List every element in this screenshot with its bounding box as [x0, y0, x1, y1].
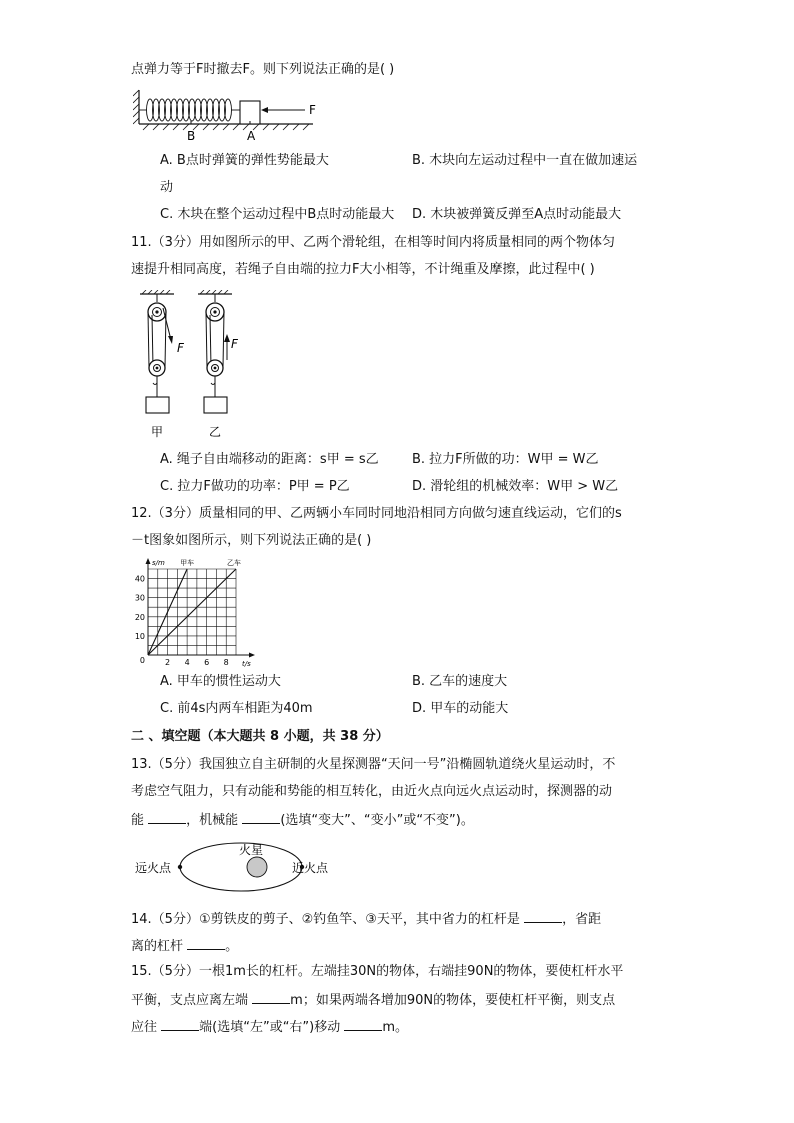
q14-stem-line1 — [131, 910, 601, 928]
y-tick-label: 40 — [134, 574, 145, 584]
q13-text-a: 能 — [131, 813, 145, 828]
q14-text-c: 离的杠杆 — [131, 939, 184, 954]
q11-pulley-figure — [134, 290, 244, 442]
q12-option-c[interactable]: C. 前4s内两车相距为40m — [160, 701, 313, 716]
q14-text-a: 14.（5分）①剪铁皮的剪子、②钓鱼竿、③天平，其中省力的杠杆是 — [131, 912, 520, 927]
q14-stem-line2 — [131, 937, 238, 955]
q10-option-d[interactable]: D. 木块被弹簧反弹至A点时动能最大 — [412, 207, 622, 222]
q10-spring-figure — [133, 88, 333, 144]
q12-stem-line1: 12.（3分）质量相同的甲、乙两辆小车同时同地沿相同方向做匀速直线运动，它们的s — [131, 506, 622, 521]
q11-label-yi: 乙 — [209, 425, 222, 439]
q10-option-b[interactable]: B. 木块向左运动过程中一直在做加速运 — [412, 153, 638, 168]
q12-stem-line2: －t图象如图所示，则下列说法正确的是( ) — [131, 533, 372, 548]
q15-stem-line2 — [131, 991, 615, 1009]
series-line-2 — [148, 569, 236, 655]
x-tick-label: 4 — [184, 658, 190, 667]
q13-text-c: (选填“变大”、“变小”或“不变”)。 — [280, 813, 474, 828]
q11-stem-line2: 速提升相同高度，若绳子自由端的拉力F大小相等，不计绳重及摩擦，此过程中( ) — [131, 262, 595, 277]
series-label-1: 甲车 — [180, 559, 195, 567]
series-label-2: 乙车 — [227, 559, 241, 567]
q15-stem-line3 — [131, 1018, 408, 1036]
q10-label-f: F — [309, 103, 316, 117]
q15-blank-3[interactable] — [344, 1018, 382, 1031]
q10-option-b-cont: 动 — [160, 180, 174, 195]
y-axis-arrow — [146, 558, 151, 564]
q12-option-a[interactable]: A. 甲车的惯性运动大 — [160, 674, 281, 689]
q14-blank-1[interactable] — [524, 910, 562, 923]
q11-stem-line1: 11.（3分）用如图所示的甲、乙两个滑轮组，在相等时间内将质量相同的两个物体匀 — [131, 235, 615, 250]
q13-text-b: ，机械能 — [186, 813, 239, 828]
q13-mars-label: 火星 — [239, 843, 264, 857]
x-axis-arrow — [249, 653, 255, 658]
x-tick-label: 8 — [223, 658, 229, 667]
y-tick-label: 30 — [134, 593, 145, 603]
q14-text-b: ，省距 — [562, 912, 602, 927]
q13-stem-line1: 13.（5分）我国独立自主研制的火星探测器“天问一号”沿椭圆轨道绕火星运动时，不 — [131, 757, 616, 772]
q10-stem-tail: 点弹力等于F时撤去F。则下列说法正确的是( ) — [131, 62, 395, 77]
q15-text-c: 应往 — [131, 1020, 158, 1035]
y-tick-label: 20 — [134, 612, 145, 622]
q15-blank-1[interactable] — [252, 991, 290, 1004]
x-axis-label: t/s — [242, 660, 251, 668]
q11-label-f2: F — [231, 337, 238, 351]
q11-option-a[interactable]: A. 绳子自由端移动的距离：s甲 = s乙 — [160, 452, 379, 467]
q13-mars-orbit-figure — [133, 838, 343, 898]
x-tick-label: 2 — [165, 658, 171, 667]
q14-blank-2[interactable] — [187, 937, 225, 950]
q10-label-a: A — [247, 129, 256, 143]
q13-near-point-label: 近火点 — [292, 861, 329, 875]
q12-option-d[interactable]: D. 甲车的动能大 — [412, 701, 509, 716]
q13-blank-1[interactable] — [148, 811, 186, 824]
q12-st-chart — [128, 557, 258, 669]
q11-option-d[interactable]: D. 滑轮组的机械效率：W甲 > W乙 — [412, 479, 619, 494]
q11-option-c[interactable]: C. 拉力F做功的功率：P甲 = P乙 — [160, 479, 350, 494]
q10-option-c[interactable]: C. 木块在整个运动过程中B点时动能最大 — [160, 207, 395, 222]
section-2-title: 二 、填空题（本大题共 8 小题，共 38 分） — [131, 729, 389, 744]
q15-stem-line1: 15.（5分）一根1m长的杠杆。左端挂30N的物体，右端挂90N的物体，要使杠杆水平 — [131, 964, 624, 979]
q10-option-a[interactable]: A. B点时弹簧的弹性势能最大 — [160, 153, 329, 168]
q13-stem-line3 — [131, 811, 474, 829]
q13-far-point-label: 远火点 — [135, 861, 172, 875]
q10-label-b: B — [187, 129, 196, 143]
q11-option-b[interactable]: B. 拉力F所做的功：W甲 = W乙 — [412, 452, 599, 467]
y-tick-label: 10 — [134, 631, 145, 641]
q11-label-jia: 甲 — [151, 425, 164, 439]
x-tick-label: 6 — [204, 658, 210, 667]
q14-text-d: 。 — [225, 939, 239, 954]
q15-blank-2[interactable] — [161, 1018, 199, 1031]
q15-text-a: 平衡，支点应离左端 — [131, 993, 249, 1008]
q15-text-e: m。 — [382, 1020, 409, 1035]
q13-stem-line2: 考虑空气阻力，只有动能和势能的相互转化，由近火点向远火点运动时，探测器的动 — [131, 784, 613, 799]
q15-text-d: 端(选填“左”或“右”)移动 — [199, 1020, 341, 1035]
q15-text-b: m；如果两端各增加90N的物体，要使杠杆平衡，则支点 — [290, 993, 616, 1008]
q12-option-b[interactable]: B. 乙车的速度大 — [412, 674, 508, 689]
q11-label-f1: F — [177, 341, 184, 355]
q13-blank-2[interactable] — [242, 811, 280, 824]
origin-label: 0 — [139, 656, 145, 665]
y-axis-label: s/m — [152, 559, 165, 567]
